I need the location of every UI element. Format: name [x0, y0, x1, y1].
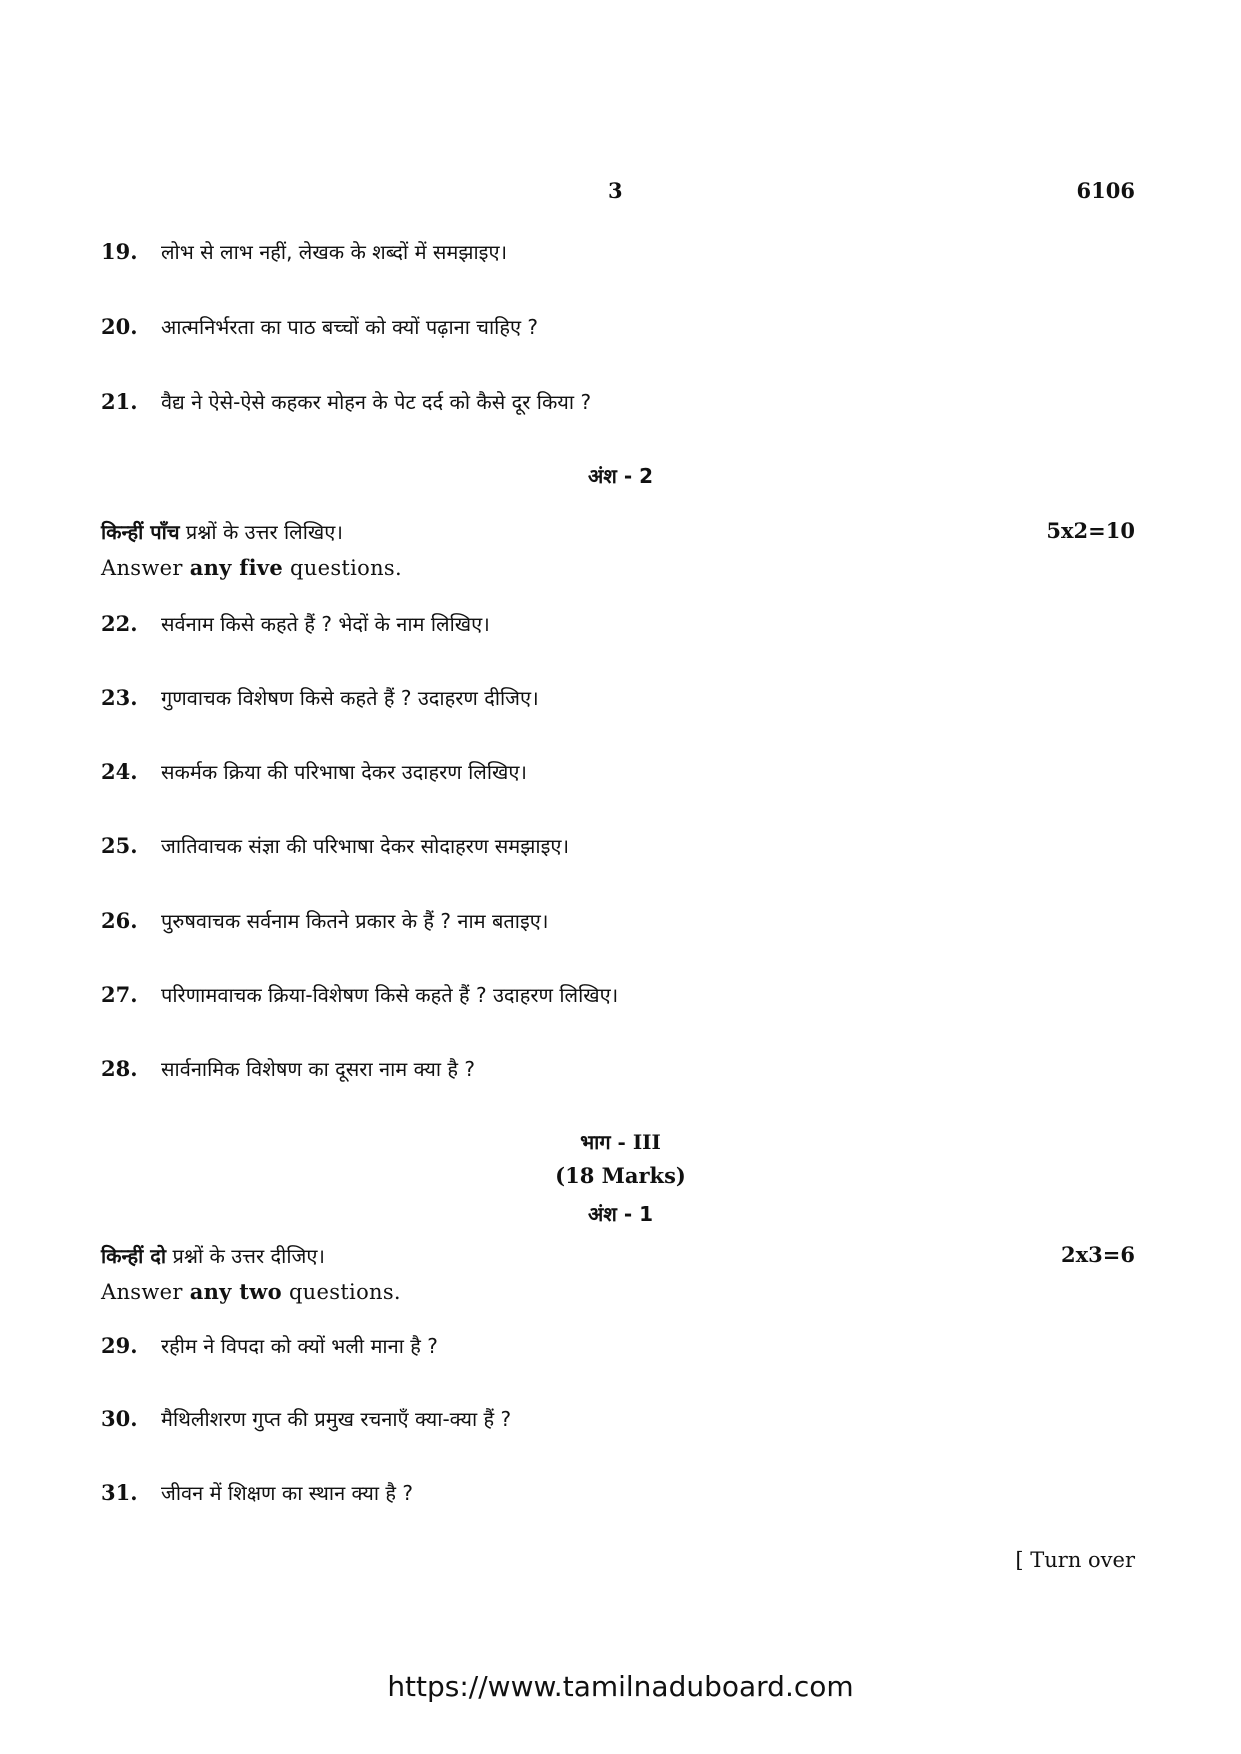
instruction-pre: Answer: [101, 556, 190, 580]
question-19: [101, 238, 507, 265]
question-27: [101, 981, 618, 1008]
question-28: [101, 1055, 475, 1082]
question-23: [101, 684, 539, 711]
question-text: वैद्य ने ऐसे-ऐसे कहकर मोहन के पेट दर्द को कैसे दूर किया ?: [161, 390, 592, 414]
section-heading-ansh-1: अंश - 1: [587, 1202, 654, 1226]
part3-instruction-english: [101, 1279, 401, 1304]
question-31: [101, 1479, 413, 1506]
question-number: 25.: [101, 833, 138, 858]
question-text: परिणामवाचक क्रिया-विशेषण किसे कहते हैं ? उदाहरण लिखिए।: [161, 983, 619, 1007]
question-number: 26.: [101, 908, 138, 933]
paper-code: 6106: [1076, 178, 1135, 203]
question-text: आत्मनिर्भरता का पाठ बच्चों को क्यों पढ़ाना चाहिए ?: [161, 315, 538, 339]
question-number: 22.: [101, 611, 138, 636]
question-number: 23.: [101, 685, 138, 710]
instruction-emphasis: any two: [189, 1279, 282, 1304]
instruction-emphasis: किन्हीं दो: [101, 1244, 167, 1268]
question-20: [101, 313, 538, 340]
question-text: सकर्मक क्रिया की परिभाषा देकर उदाहरण लिखिए।: [161, 760, 528, 784]
section-heading-ansh-2: अंश - 2: [587, 464, 654, 488]
question-text: गुणवाचक विशेषण किसे कहते हैं ? उदाहरण दीजिए।: [161, 686, 539, 710]
part3-total-marks: (18 Marks): [555, 1163, 686, 1188]
question-22: [101, 610, 490, 637]
part3-instruction-hindi: [101, 1242, 325, 1269]
question-number: 21.: [101, 389, 138, 414]
question-text: सार्वनामिक विशेषण का दूसरा नाम क्या है ?: [161, 1057, 476, 1081]
question-number: 19.: [101, 239, 138, 264]
instruction-post: questions.: [281, 1280, 401, 1304]
question-25: [101, 832, 569, 859]
question-text: पुरुषवाचक सर्वनाम कितने प्रकार के हैं ? नाम बताइए।: [161, 909, 549, 933]
section2-instruction-english: [101, 555, 402, 580]
question-26: [101, 907, 548, 934]
footer-url: https://www.tamilnaduboard.com: [387, 1670, 854, 1703]
question-30: [101, 1405, 511, 1432]
instruction-text: प्रश्नों के उत्तर दीजिए।: [166, 1244, 326, 1268]
page-number: 3: [608, 178, 623, 203]
instruction-pre: Answer: [101, 1280, 190, 1304]
question-21: [101, 388, 591, 415]
question-text: मैथिलीशरण गुप्त की प्रमुख रचनाएँ क्या-क्या हैं ?: [161, 1407, 512, 1431]
instruction-text: प्रश्नों के उत्तर लिखिए।: [179, 520, 343, 544]
instruction-emphasis: किन्हीं पाँच: [101, 520, 180, 544]
section2-instruction-hindi: [101, 518, 343, 545]
question-text: रहीम ने विपदा को क्यों भली माना है ?: [161, 1334, 438, 1358]
question-number: 31.: [101, 1480, 138, 1505]
question-number: 27.: [101, 982, 138, 1007]
question-number: 24.: [101, 759, 138, 784]
instruction-emphasis: any five: [189, 555, 284, 580]
question-number: 28.: [101, 1056, 138, 1081]
turn-over-note: [ Turn over: [1015, 1548, 1135, 1572]
question-number: 29.: [101, 1333, 138, 1358]
question-text: जातिवाचक संज्ञा की परिभाषा देकर सोदाहरण समझाइए।: [161, 834, 570, 858]
question-text: लोभ से लाभ नहीं, लेखक के शब्दों में समझाइए।: [161, 240, 508, 264]
question-text: जीवन में शिक्षण का स्थान क्या है ?: [161, 1481, 413, 1505]
part3-marks: 2x3=6: [1061, 1242, 1135, 1267]
part-heading-bhag-3: भाग - III: [580, 1130, 661, 1154]
question-text: सर्वनाम किसे कहते हैं ? भेदों के नाम लिखिए।: [161, 612, 490, 636]
question-number: 30.: [101, 1406, 138, 1431]
section2-marks: 5x2=10: [1046, 518, 1135, 543]
question-29: [101, 1332, 438, 1359]
question-24: [101, 758, 527, 785]
question-number: 20.: [101, 314, 138, 339]
instruction-post: questions.: [283, 556, 402, 580]
